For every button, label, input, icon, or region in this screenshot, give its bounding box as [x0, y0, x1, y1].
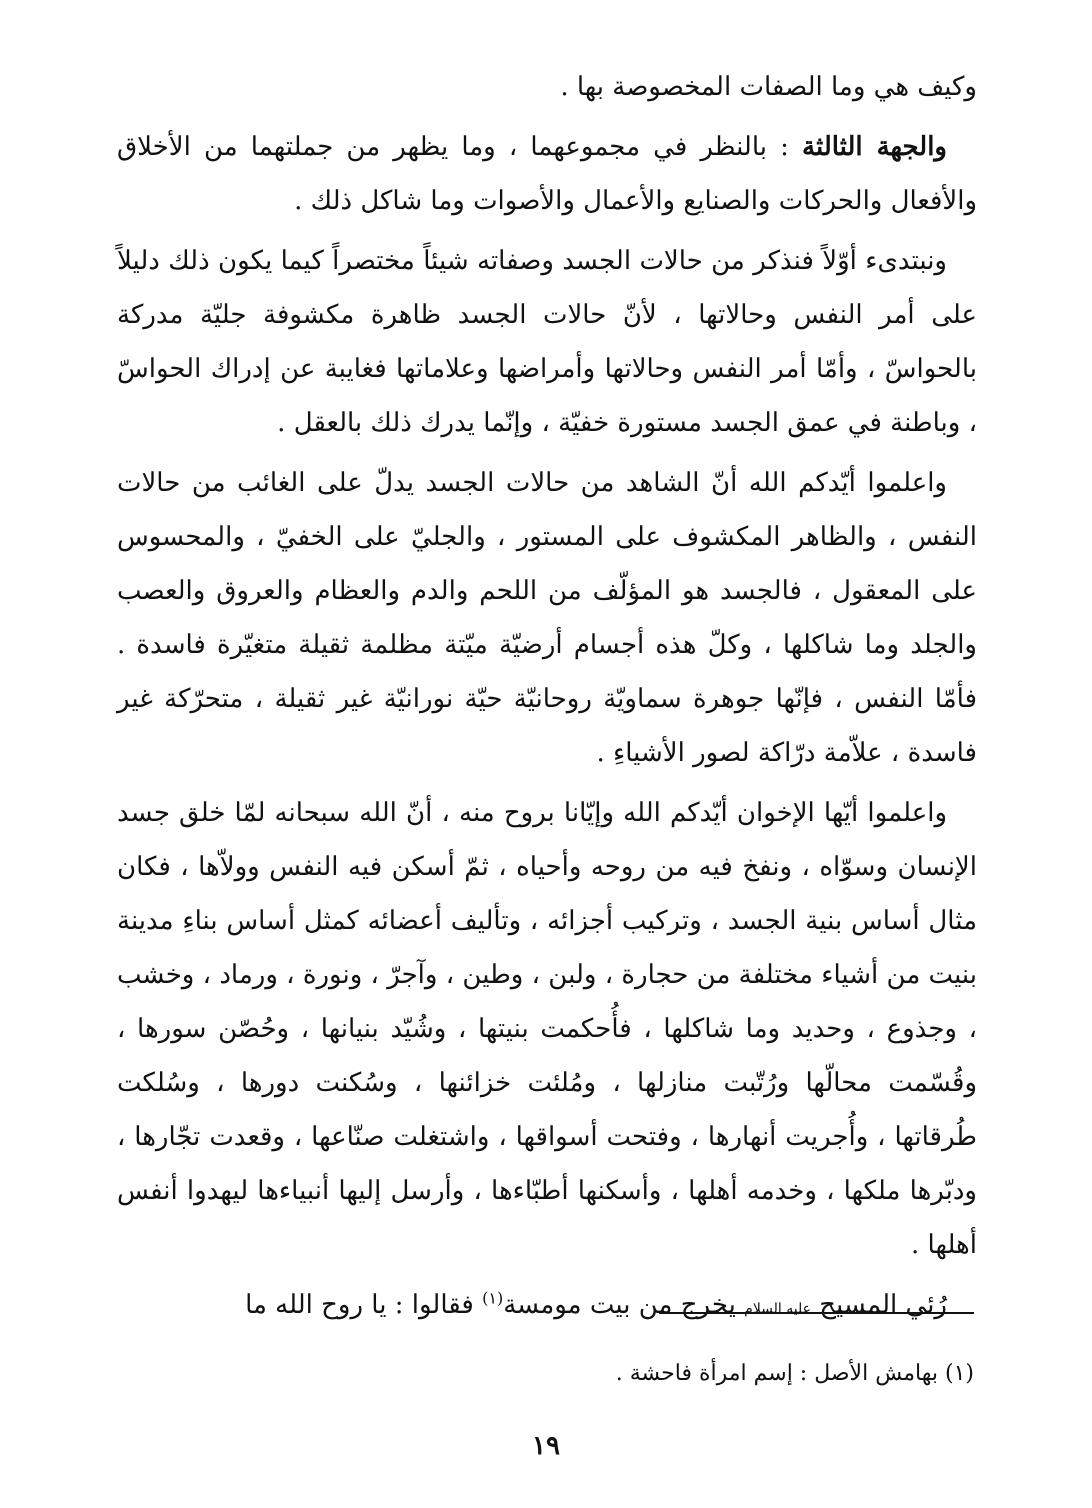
footnote-marker: (١) — [482, 1288, 504, 1308]
footnote-text: (١) بهامش الأصل : إسم امرأة فاحشة . — [615, 1361, 974, 1386]
paragraph-3: ونبتدىء أوّلاً فنذكر من حالات الجسد وصفاته شيئاً مختصراً كيما يكون ذلك دليلاً على أمر النفس وحالاتها ، لأنّ حالات الجسد ظاهرة مكشوفة جليّة مدركة بالحواسّ ، وأمّا أمر النفس وحالاتها وأمراضها وعلاماتها فغايبة عن إدراك الحواسّ ، وباطنة في عمق الجسد مستورة خفيّة ، وإنّما يدرك ذلك بالعقل . — [117, 246, 977, 438]
paragraph-6-middle: يخرج من بيت مومسة — [503, 1290, 745, 1320]
footnote-separator — [659, 1312, 974, 1314]
paragraph-6 — [117, 1278, 977, 1336]
paragraph-5: واعلموا أيّها الإخوان أيّدكم الله وإيّانا بروح منه ، أنّ الله سبحانه لمّا خلق جسد الإنسان وسوّاه ، ونفخ فيه من روحه وأحياه ، ثمّ أسكن فيه النفس وولاّها ، فكان مثال أساس بنية الجسد ، وتركيب أجزائه ، وتأليف أعضائه كمثل أساس بناءِ مدينة بنيت من أشياء مختلفة من حجارة ، ولبن ، وطين ، وآجرّ ، ونورة ، ورماد ، وخشب ، وجذوع ، وحديد وما شاكلها ، فأُحكمت بنيتها ، وشُيّد بنيانها ، وحُصّن سورها ، وقُسّمت محالّها ورُتّبت منازلها ، ومُلئت خزائنها ، وسُكنت دورها ، وسُلكت طُرقاتها ، وأُجريت أنهارها ، وفتحت أسواقها ، واشتغلت صنّاعها ، وقعدت تجّارها ، ودبّرها ملكها ، وخدمه أهلها ، وأسكنها أطبّاءها ، وأرسل إليها أنبياءها ليهدوا أنفس أهلها . — [117, 798, 977, 1260]
paragraph-6-start: رُئي المسيح — [811, 1290, 947, 1320]
section-heading-third-aspect: والجهة الثالثة — [802, 132, 947, 162]
paragraph-6-end: فقالوا : يا روح الله ما — [245, 1290, 483, 1320]
page-number: ١٩ — [532, 1431, 560, 1461]
paragraph-2-text: : بالنظر في مجموعهما ، وما يظهر من جملتهما من الأخلاق والأفعال والحركات والصنايع والأعمال والأصوات وما شاكل ذلك . — [117, 132, 977, 216]
honorific-symbol: عليه السلام — [744, 1301, 811, 1317]
paragraph-4: واعلموا أيّدكم الله أنّ الشاهد من حالات الجسد يدلّ على الغائب من حالات النفس ، والظاهر المكشوف على المستور ، والجليّ على الخفيّ ، والمحسوس على المعقول ، فالجسد هو المؤلّف من اللحم والدم والعظام والعروق والعصب والجلد وما شاكلها ، وكلّ هذه أجسام أرضيّة ميّتة مظلمة ثقيلة متغيّرة فاسدة . فأمّا النفس ، فإنّها جوهرة سماويّة روحانيّة حيّة نورانيّة غير ثقيلة ، متحرّكة غير فاسدة ، علاّمة درّاكة لصور الأشياءِ . — [117, 468, 977, 768]
paragraph-2 — [117, 120, 977, 228]
paragraph-1: وكيف هي وما الصفات المخصوصة بها . — [560, 72, 977, 102]
main-text — [117, 60, 977, 1342]
